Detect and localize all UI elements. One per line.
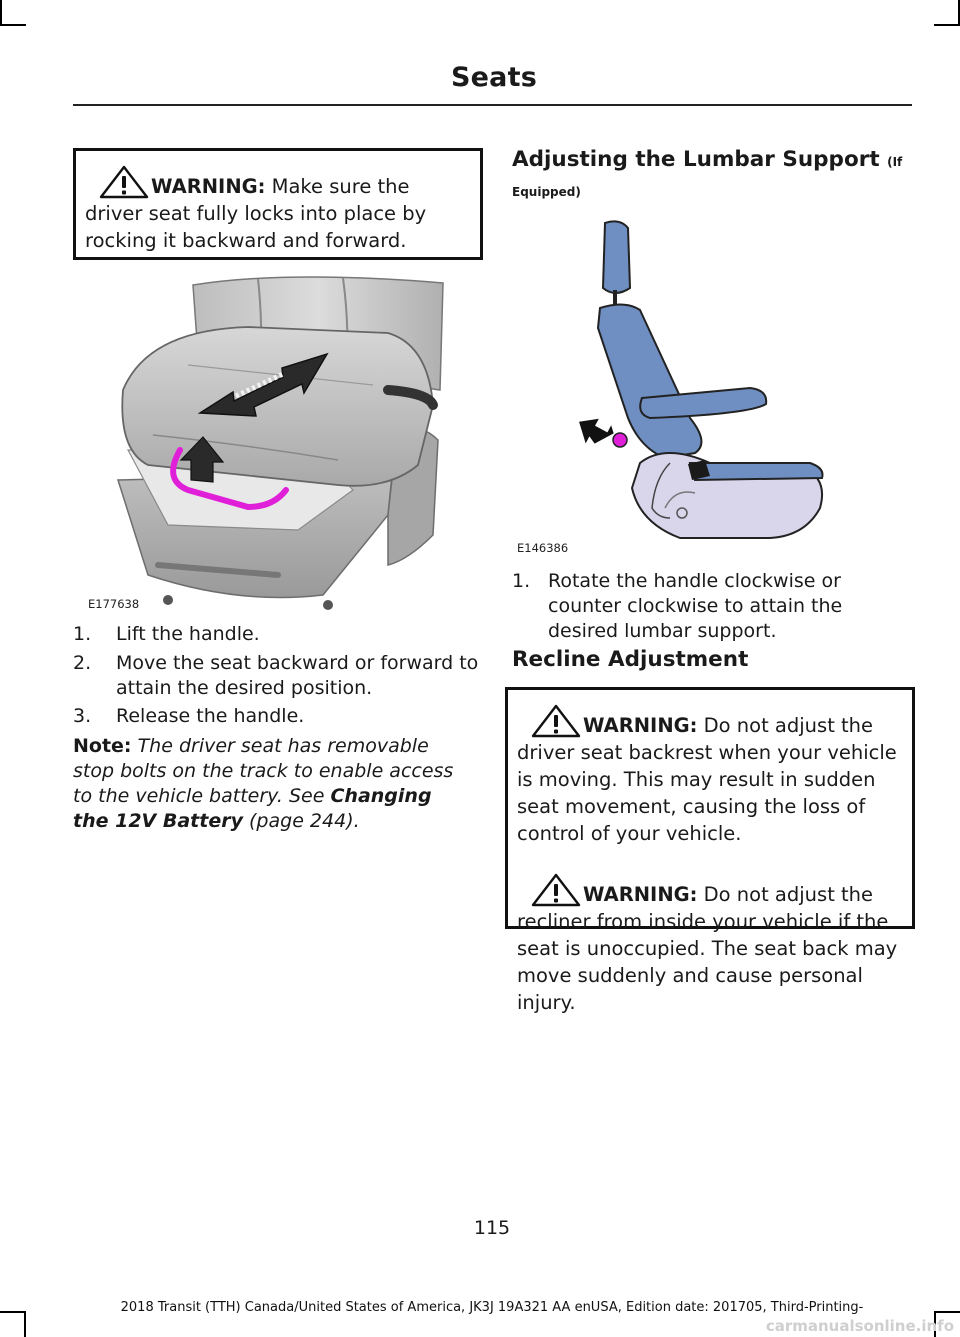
step-item [512,569,912,649]
warning-paragraph [517,704,904,847]
step-number: 1. [73,623,92,645]
warning-text: Do not adjust the recliner from inside your vehicle if the seat is unoccupied. The seat back may move suddenly and cause personal injury. [517,883,898,1014]
warning-text: Do not adjust the driver seat backrest when your vehicle is moving. This may result in sudden seat movement, causing the loss of control of your vehicle. [517,714,897,845]
step-text: Move the seat backward or forward to attain the desired position. [116,652,479,699]
seat-slide-illustration [88,275,460,620]
warning-triangle-icon [531,873,581,907]
warning-label: WARNING: [151,175,266,198]
step-number: 3. [73,705,92,727]
figure-code: E146386 [517,541,569,555]
cross-reference-link[interactable]: Changing the 12V Battery [73,785,432,832]
step-text: Lift the handle. [116,623,260,645]
step-number: 2. [73,652,92,674]
warning-box [73,148,483,260]
step-item [73,651,483,703]
footer-text: 2018 Transit (TTH) Canada/United States of America, JK3J 19A321 AA enUSA, Edition date: 201705, Third-Printing- [120,1300,864,1315]
step-text: Release the handle. [116,705,305,727]
warning-paragraph [517,873,904,1016]
note-paragraph [73,734,473,834]
lumbar-heading-qualifier: (If Equipped) [512,155,903,199]
header-rule [73,104,912,106]
warning-box [505,687,915,1014]
page-number: 115 [473,1217,511,1239]
lumbar-support-illustration [570,218,830,548]
page-reference: (page 244). [242,810,360,832]
lumbar-heading-title: Adjusting the Lumbar Support [512,147,880,172]
note-text: The driver seat has removable stop bolts on the track to enable access to the vehicle battery. See [73,735,454,807]
watermark: carmanualsonline.info [765,1317,954,1335]
warning-label: WARNING: [583,883,698,906]
recline-heading: Recline Adjustment [512,647,749,672]
lumbar-heading [512,145,912,205]
crop-mark [0,24,26,26]
step-text: Rotate the handle clockwise or counter clockwise to attain the desired lumbar support. [548,570,843,642]
note-label: Note: [73,735,132,757]
section-title: Seats [451,62,537,93]
warning-triangle-icon [99,165,149,199]
figure-code: E177638 [88,597,140,611]
crop-mark [934,24,960,26]
step-number: 1. [512,570,531,592]
warning-triangle-icon [531,704,581,738]
warning-label: WARNING: [583,714,698,737]
warning-paragraph [85,165,472,254]
warning-text: Make sure the driver seat fully locks into place by rocking it backward and forward. [85,175,427,252]
crop-mark [0,0,2,26]
